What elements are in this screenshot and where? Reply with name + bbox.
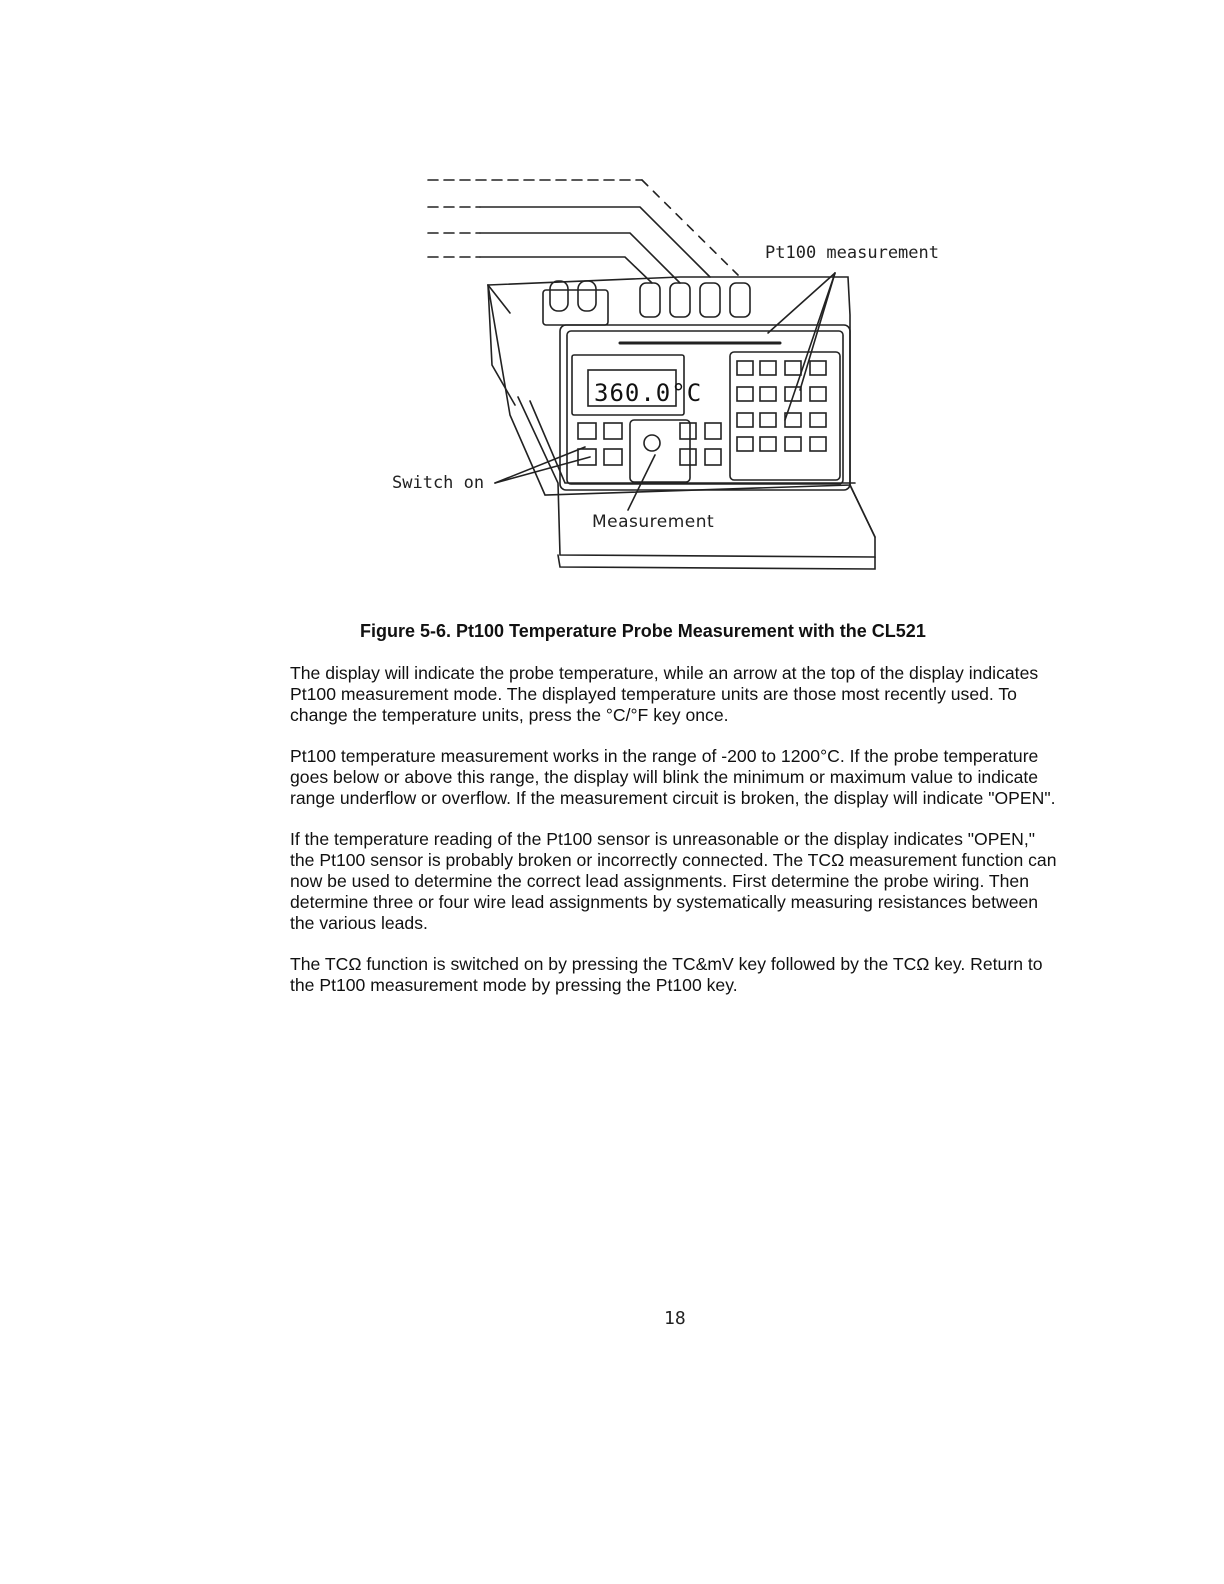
figure-caption: Figure 5-6. Pt100 Temperature Probe Measurement with the CL521 (360, 621, 926, 641)
paragraph-sensor-troubleshooting: If the temperature reading of the Pt100 sensor is unreasonable or the display indicates "OPEN," the Pt100 sensor is probably broken or incorrectly connected. The TCΩ measurement function can now be used to determine the correct lead assignments. First determine the probe wiring. Then determine three or four wire lead assignments by systematically measuring resistances between the various leads. (290, 829, 1057, 933)
callout-switch-on: Switch on (392, 473, 485, 493)
lcd-readout: 360.0°C (594, 379, 703, 407)
callout-measurement: Measurement (592, 512, 715, 532)
page-number: 18 (664, 1308, 686, 1329)
paragraph-display-indication: The display will indicate the probe temperature, while an arrow at the top of the display indicates Pt100 measurement mode. The displayed temperature units are those most recently used. To change the temperature units, press the °C/°F key once. (290, 663, 1039, 725)
paragraph-tc-ohm-function: The TCΩ function is switched on by pressing the TC&mV key followed by the TCΩ key. Return to the Pt100 measurement mode by pressing the Pt100 key. (290, 954, 1043, 995)
cl521-figure (380, 165, 980, 595)
body-text (290, 663, 1060, 1016)
paragraph-measurement-range: Pt100 temperature measurement works in the range of -200 to 1200°C. If the probe temperature goes below or above this range, the display will blink the minimum or maximum value to indicate range underflow or overflow. If the measurement circuit is broken, the display will indicate "OPEN". (290, 746, 1056, 808)
callout-pt100-measurement: Pt100 measurement (765, 243, 939, 263)
